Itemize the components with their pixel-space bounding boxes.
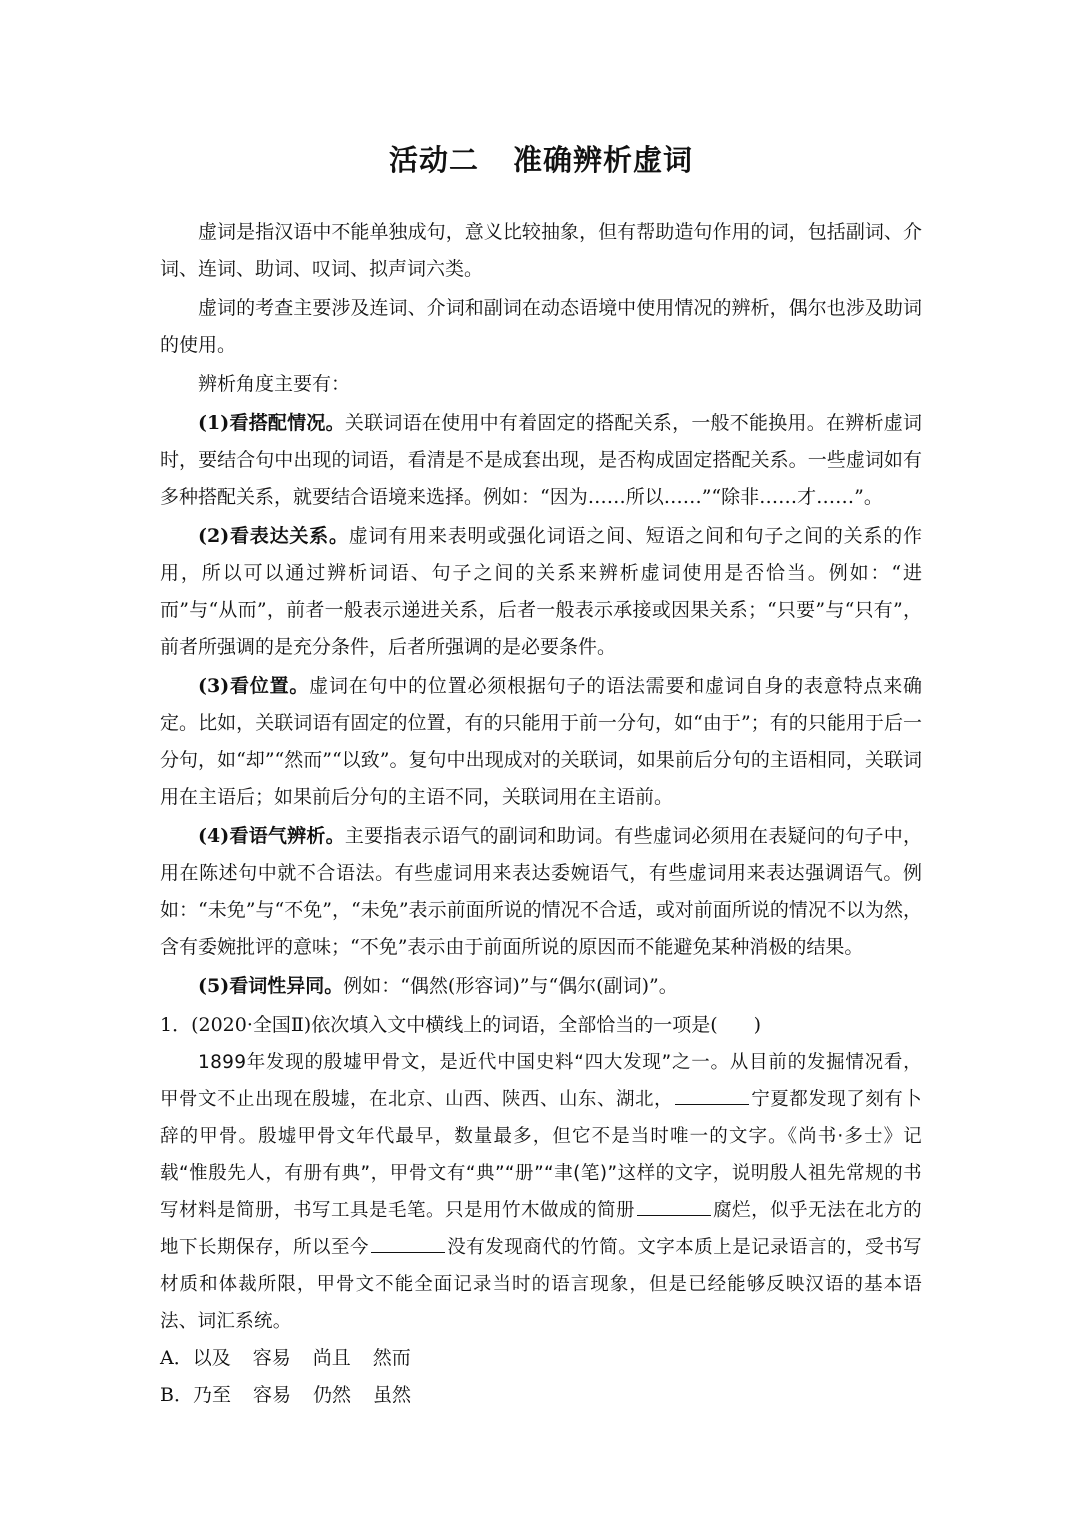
point-paragraph-4 [160, 818, 922, 966]
fill-blank-2[interactable] [637, 1195, 711, 1216]
option-letter: B． [160, 1384, 193, 1406]
point-body: 虚词在句中的位置必须根据句子的语法需要和虚词自身的表意特点来确定。比如，关联词语有固定的位置，有的只能用于前一分句，如“由于”；有的只能用于后一分句，如“却”“然而”“以致”。复句中出现成对的关联词，如果前后分句的主语相同，关联词用在主语后；如果前后分句的主语不同，关联词用在主语前。 [160, 675, 922, 808]
option-word: 仍然 [313, 1384, 352, 1406]
option-word: 容易 [252, 1384, 291, 1406]
point-heading: (1)看搭配情况。 [198, 412, 345, 434]
option-word: 尚且 [312, 1347, 351, 1369]
fill-blank-1[interactable] [675, 1084, 749, 1105]
option-a[interactable] [160, 1340, 922, 1377]
point-body: 例如：“偶然(形容词)”与“偶尔(副词)”。 [343, 975, 678, 997]
option-word: 然而 [372, 1347, 411, 1369]
page-title [160, 140, 922, 180]
question-stem-text: 1．(2020·全国Ⅱ)依次填入文中横线上的词语，全部恰当的一项是( [160, 1014, 718, 1036]
question-passage [160, 1044, 922, 1340]
passage-segment-3: 腐烂，似乎无法在北方的地下长期保存，所以至今 [160, 1200, 922, 1258]
option-b[interactable] [160, 1377, 922, 1414]
option-word: 容易 [252, 1347, 291, 1369]
passage-segment-4: 没有发现商代的竹简。文字本质上是记录语言的，受书写材质和体裁所限，甲骨文不能全面记录当时的语言现象，但是已经能够反映汉语的基本语法、词汇系统。 [160, 1237, 922, 1332]
point-body: 虚词有用来表明或强化词语之间、短语之间和句子之间的关系的作用，所以可以通过辨析词语、句子之间的关系来辨析虚词使用是否恰当。例如：“进而”与“从而”，前者一般表示递进关系，后者一般表示承接或因果关系；“只要”与“只有”，前者所强调的是充分条件，后者所强调的是必要条件。 [160, 525, 922, 658]
point-heading: (2)看表达关系。 [198, 525, 349, 547]
document-page [160, 140, 922, 1414]
point-paragraph-2 [160, 518, 922, 666]
option-word: 乃至 [192, 1384, 231, 1406]
option-word: 以及 [192, 1347, 231, 1369]
fill-blank-3[interactable] [371, 1232, 445, 1253]
option-word: 虽然 [373, 1384, 412, 1406]
point-paragraph-1 [160, 405, 922, 516]
passage-segment-2: 宁夏都发现了刻有卜辞的甲骨。殷墟甲骨文年代最早，数量最多，但它不是当时唯一的文字。《尚书·多士》记载“惟殷先人，有册有典”，甲骨文有“典”“册”“聿(笔)”这样的文字，说明殷人祖先常规的书写材料是简册，书写工具是毛笔。只是用竹木做成的简册 [160, 1089, 922, 1221]
question-stem [160, 1007, 922, 1044]
option-letter: A． [160, 1347, 193, 1369]
point-body: 主要指表示语气的副词和助词。有些虚词必须用在表疑问的句子中，用在陈述句中就不合语法。有些虚词用来表达委婉语气，有些虚词用来表达强调语气。例如：“未免”与“不免”，“未免”表示前面所说的情况不合适，或对前面所说的情况不以为然，含有委婉批评的意味；“不免”表示由于前面所说的原因而不能避免某种消极的结果。 [160, 825, 922, 958]
point-heading: (5)看词性异同。 [198, 975, 344, 997]
intro-paragraph-3: 辨析角度主要有： [198, 373, 351, 395]
point-paragraph-5 [160, 968, 922, 1005]
intro-paragraph-1: 虚词是指汉语中不能单独成句，意义比较抽象，但有帮助造句作用的词，包括副词、介词、连词、助词、叹词、拟声词六类。 [160, 221, 922, 280]
question-stem-close: ) [753, 1014, 762, 1036]
title-part-2: 准确辨析虚词 [513, 143, 694, 177]
title-part-1: 活动二 [388, 143, 479, 177]
passage-segment-1: 1899年发现的殷墟甲骨文，是近代中国史料“四大发现”之一。从目前的发掘情况看，甲骨文不止出现在殷墟，在北京、山西、陕西、山东、湖北， [160, 1052, 922, 1110]
point-paragraph-3 [160, 668, 922, 816]
point-heading: (3)看位置。 [198, 675, 310, 697]
intro-paragraph-2: 虚词的考查主要涉及连词、介词和副词在动态语境中使用情况的辨析，偶尔也涉及助词的使用。 [160, 297, 922, 356]
point-heading: (4)看语气辨析。 [198, 825, 345, 847]
point-body: 关联词语在使用中有着固定的搭配关系，一般不能换用。在辨析虚词时，要结合句中出现的词语，看清是不是成套出现，是否构成固定搭配关系。一些虚词如有多种搭配关系，就要结合语境来选择。例如：“因为……所以……”“除非……才……”。 [160, 412, 922, 508]
